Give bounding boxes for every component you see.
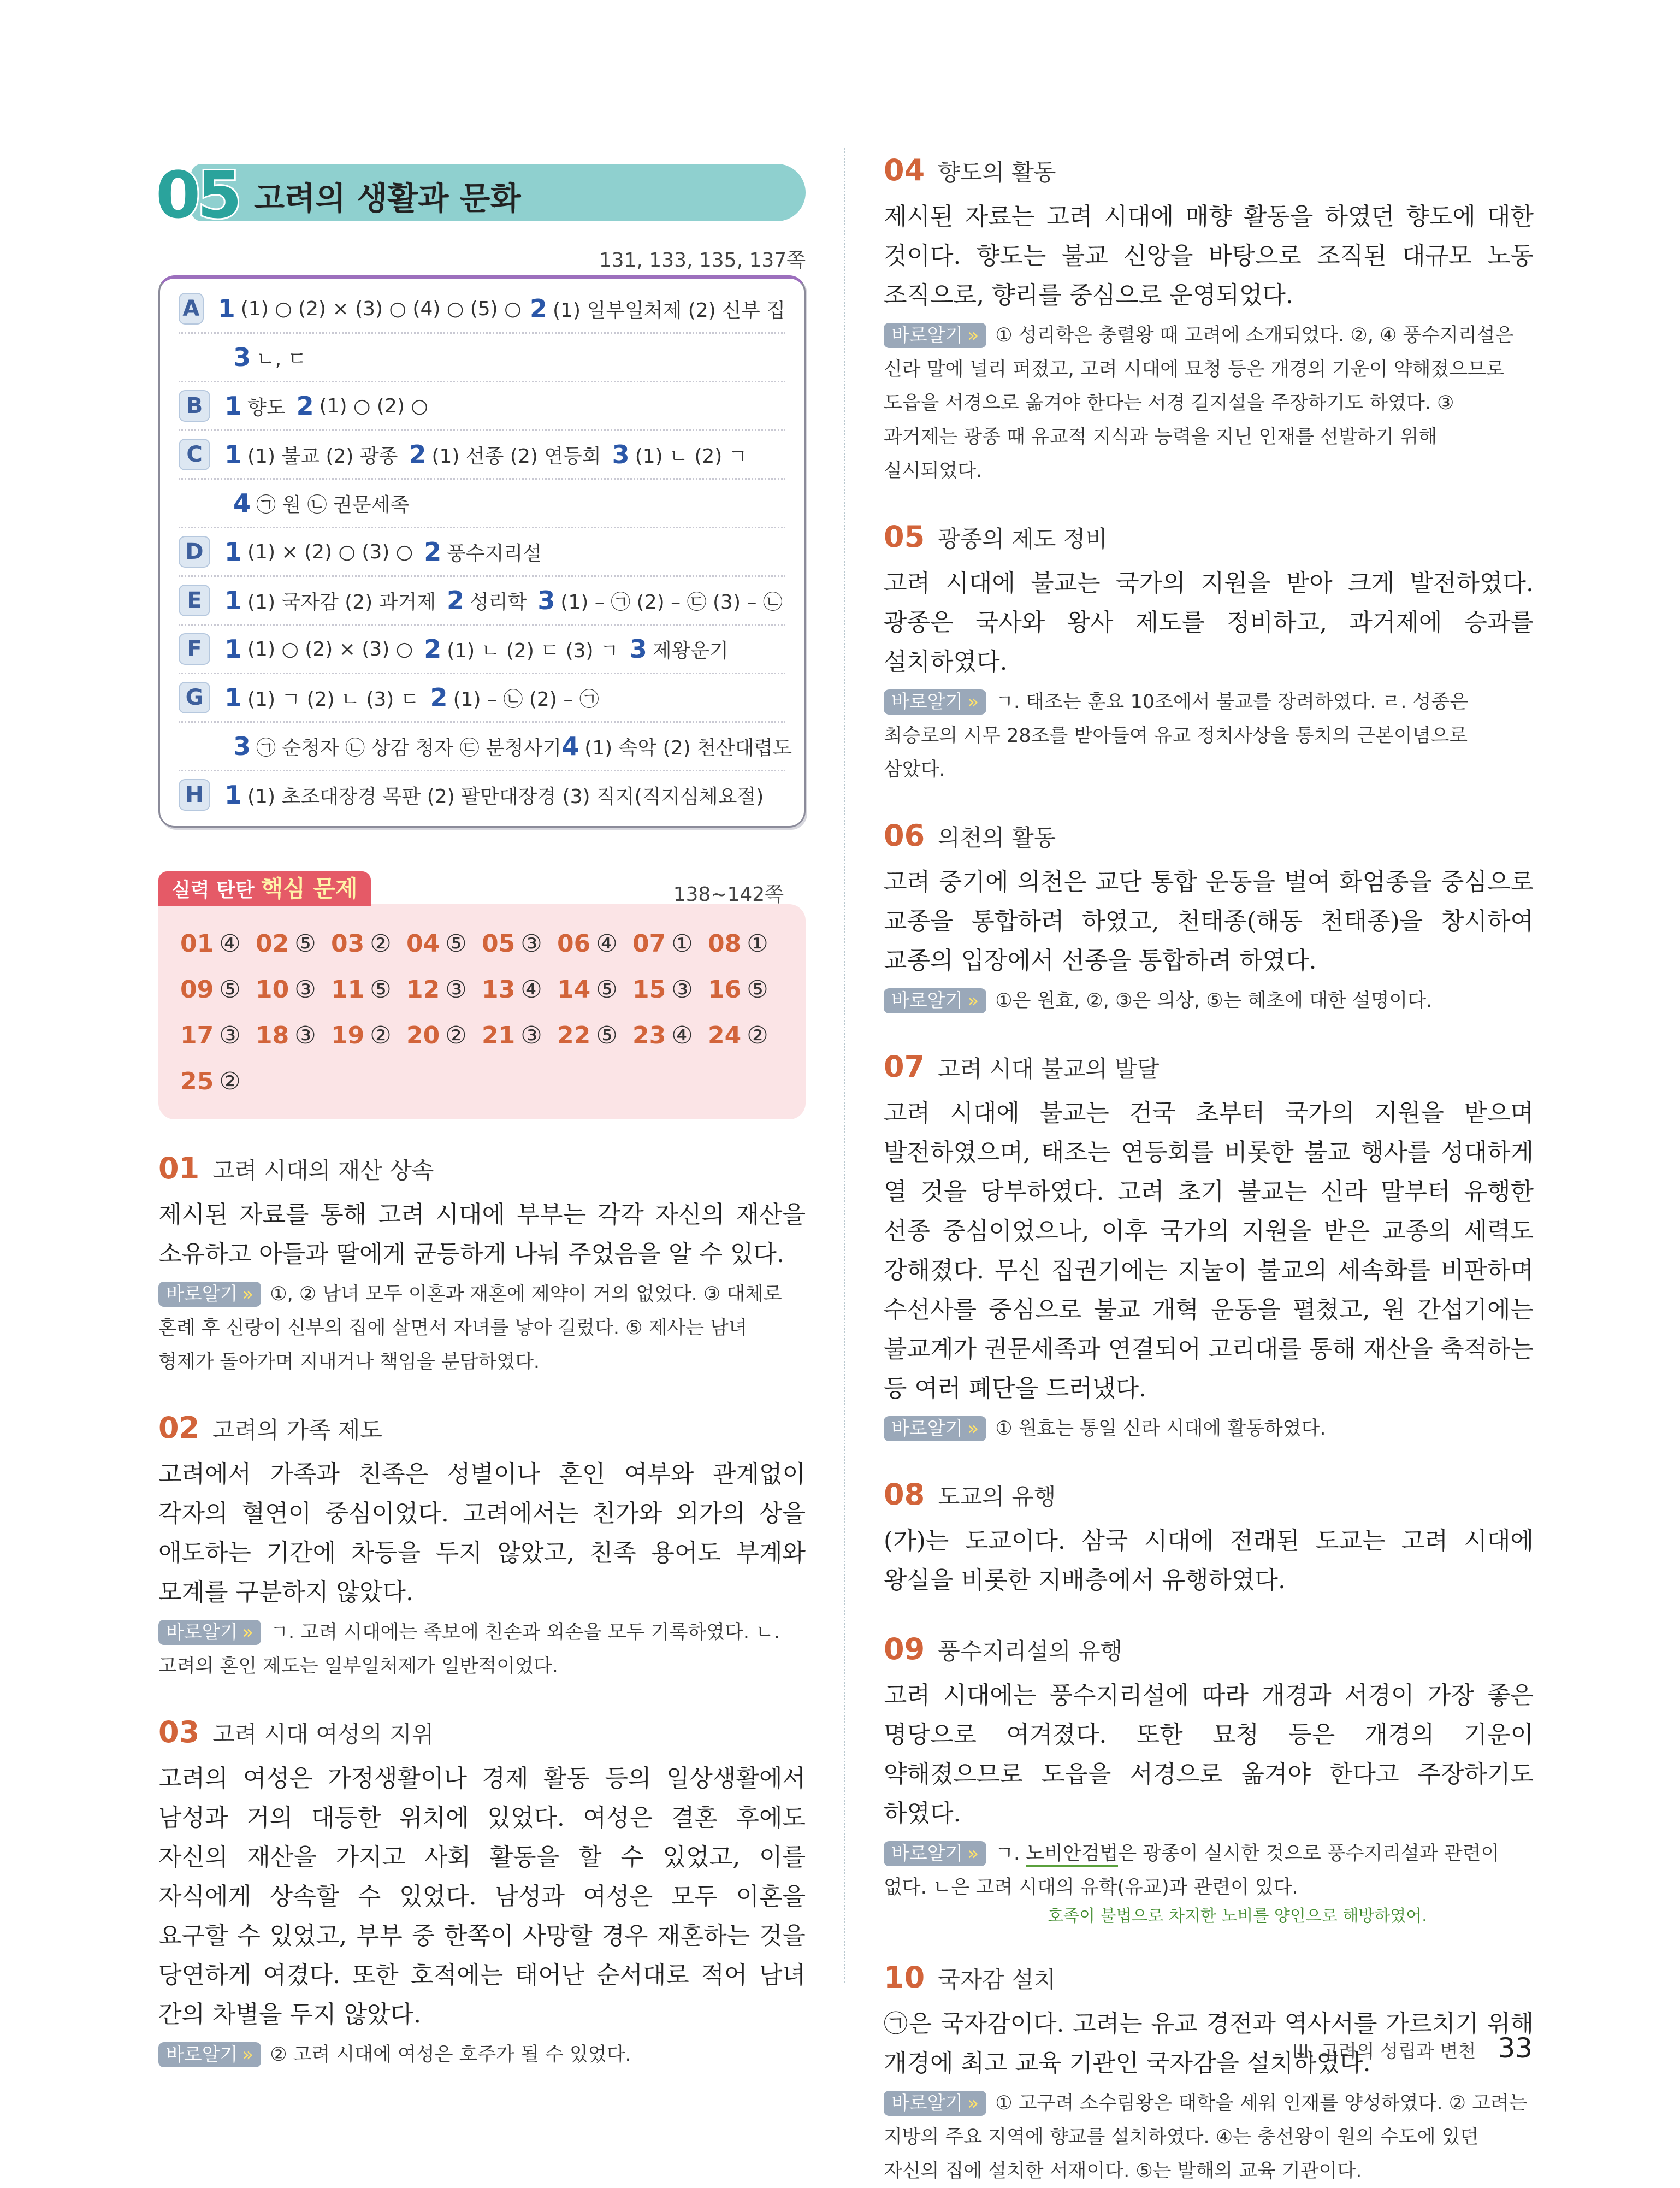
baro-text: ①, ② 남녀 모두 이혼과 재혼에 제약이 거의 없었다. ③ 대체로 혼례 후 신랑이 신부의 집에 살면서 자녀를 낳아 길렀다. ⑤ 제사는 남녀 형제가 돌아가며 지내거나 책임을 분담하였다. [158,1283,782,1373]
answer-item-number: 3 [233,732,251,761]
question-number: 09 [180,975,214,1004]
quiz-answer-row [180,1058,784,1104]
solution-number: 04 [884,153,925,187]
answer-row [179,334,785,382]
answer-item-text: (1) ㄴ (2) ㄷ (3) ㄱ [447,639,619,662]
section-badge: F [179,633,210,665]
answer-item-text: 제왕운기 [652,639,729,662]
answer-row [179,577,785,626]
quiz-answer [180,1022,256,1049]
quiz-answer [708,930,783,958]
answer-item-number: 2 [530,294,548,323]
baro-underlined-term: 노비안검법 [1026,1843,1118,1867]
baro-text: ② 고려 시대에 여성은 호주가 될 수 있었다. [270,2044,631,2066]
baro-note [158,1277,806,1379]
baro-tag [884,323,986,348]
baro-tag-label: 바로알기 [891,325,963,346]
question-number: 02 [256,929,289,958]
question-number: 19 [331,1021,365,1049]
answer-row [179,285,785,334]
question-number: 05 [482,929,516,958]
answer-row [179,431,785,480]
section-badge: G [179,682,210,713]
solution-section [884,1960,1534,2188]
quiz-answer [331,976,406,1004]
solution-body: 제시된 자료를 통해 고려 시대에 부부는 각각 자신의 재산을 소유하고 아들과 딸에게 균등하게 나눠 주었음을 알 수 있다. [158,1201,806,1268]
quiz-answer [482,1022,557,1049]
baro-tag [884,988,986,1013]
baro-note [884,2086,1534,2188]
answer-item-number: 2 [296,391,314,421]
answer-row [179,723,792,771]
quiz-answer [557,976,632,1004]
baro-tag [884,1416,986,1441]
baro-tag-label: 바로알기 [891,691,963,713]
section-badge: C [179,439,210,470]
answer-item-number: 1 [224,634,242,664]
answer-item-text: 향도 [247,396,286,419]
answer-row [179,674,785,723]
baro-note [884,1412,1534,1446]
quiz-answer [180,976,256,1004]
quiz-answer-row [180,966,784,1012]
baro-tag-label: 바로알기 [166,1621,238,1643]
answer-choice: ④ [520,975,542,1004]
solution-title: 고려 시대 여성의 지위 [212,1721,434,1748]
baro-note [884,984,1534,1018]
quiz-answer [482,930,557,958]
question-number: 23 [632,1021,666,1049]
quiz-answer [331,1022,406,1049]
answer-row [179,480,785,528]
answer-choice: ② [445,1021,467,1049]
quiz-answer [256,1022,331,1049]
question-number: 06 [557,929,591,958]
solution-body: (가)는 도교이다. 삼국 시대에 전래된 도교는 고려 시대에 왕실을 비롯한 지배층에서 유행하였다. [884,1527,1534,1594]
answer-item-text: (1) 속악 (2) 천산대렵도 [584,736,792,759]
solution-section [884,520,1534,787]
solution-number: 01 [158,1151,200,1186]
quiz-answer [406,976,482,1004]
section-badge: A [179,293,204,325]
answer-item-text: (1) 불교 (2) 광종 [247,445,398,468]
solution-section [884,1632,1534,1928]
quiz-answer [632,1022,708,1049]
solution-body: 고려 시대에 불교는 건국 초부터 국가의 지원을 받으며 발전하였으며, 태조는 연등회를 비롯한 불교 행사를 성대하게 열 것을 당부하였다. 고려 초기 불교는 신라 말부터 유행한 선종 중심이었으나, 이후 국가의 지원을 받은 교종의 세력도 강해졌다. 무신 집권기에는 지눌이 불교의 세속화를 비판하며 수선사를 중심으로 불교 개혁 운동을 펼쳤고, 원 간섭기에는 불교계가 권문세족과 연결되어 고리대를 통해 재산을 축적하는 등 여러 폐단을 드러냈다. [884,1099,1534,1402]
answer-item-number: 1 [217,294,235,323]
answer-item-text: (1) – ㉠ (2) – ㉢ (3) – ㉡ [560,591,783,614]
answer-item-number: 1 [224,780,242,810]
baro-tag-label: 바로알기 [891,1418,963,1440]
answer-choice: ③ [219,1021,241,1049]
chevron-right-icon: » [967,2092,979,2114]
solution-header [884,818,1534,853]
baro-text: ① 원효는 통일 신라 시대에 활동하였다. [995,1418,1326,1440]
quiz-answer [331,930,406,958]
solution-title: 고려의 가족 제도 [212,1417,382,1443]
baro-text: ① 고구려 소수림왕은 태학을 세워 인재를 양성하였다. ② 고려는 지방의 주요 지역에 향교를 설치하였다. ④는 충선왕이 원의 수도에 있던 자신의 집에 설치한 서재이다. ⑤는 발해의 교육 기관이다. [884,2092,1528,2182]
answer-item-text: (1) ○ (2) × (3) ○ [247,638,413,660]
answer-choice: ① [671,929,693,958]
question-number: 07 [632,929,666,958]
solution-title: 고려 시대 불교의 발달 [938,1055,1160,1082]
baro-tag [884,1841,986,1866]
left-column [156,157,806,2072]
answer-choice: ⑤ [370,975,392,1004]
answer-item-number: 3 [233,343,251,372]
answer-item-text: ㉠ 순청자 ㉡ 상감 청자 ㉢ 분청사기 [256,736,562,759]
question-number: 14 [557,975,591,1004]
chevron-right-icon: » [242,1621,254,1643]
baro-tag [158,1282,261,1307]
answer-choice: ④ [596,929,618,958]
quiz-answer [482,976,557,1004]
answer-choice: ⑤ [219,975,241,1004]
skill-header [158,871,806,904]
solution-title: 국자감 설치 [938,1966,1056,1993]
quiz-answer [557,930,632,958]
solution-header [884,1049,1534,1084]
column-divider [844,148,845,1983]
answer-item-number: 2 [447,586,465,615]
baro-note [158,1615,806,1683]
margin-note: 호족이 불법으로 차지한 노비를 양인으로 해방하였어. [1048,1907,1427,1926]
answer-choice: ② [747,1021,768,1049]
solution-body: 고려에서 가족과 친족은 성별이나 혼인 여부와 관계없이 각자의 혈연이 중심이었다. 고려에서는 친가와 외가의 상을 애도하는 기간에 차등을 두지 않았고, 친족 용어도 부계와 모계를 구분하지 않았다. [158,1460,806,1606]
answer-item-number: 1 [224,586,242,615]
solution-header [158,1715,806,1749]
answer-choice: ③ [520,929,542,958]
baro-tag-label: 바로알기 [166,1283,238,1305]
baro-tag-label: 바로알기 [891,1843,963,1865]
baro-note [884,319,1534,488]
section-badge: D [179,536,210,568]
baro-text: ㄱ. 태조는 훈요 10조에서 불교를 장려하였다. ㄹ. 성종은 최승로의 시무 28조를 받아들여 유교 정치사상을 통치의 근본이념으로 삼았다. [884,691,1469,781]
answer-choice: ⑤ [294,929,316,958]
answer-item-text: 풍수지리설 [447,542,542,565]
question-number: 10 [256,975,289,1004]
solution-number: 08 [884,1477,925,1512]
question-number: 18 [256,1021,289,1049]
solution-number: 07 [884,1049,925,1084]
baro-note [158,2038,806,2072]
question-number: 22 [557,1021,591,1049]
skill-answer-box [158,904,806,1119]
question-number: 08 [708,929,742,958]
quiz-answer [256,976,331,1004]
skill-tab-title: 핵심 문제 [261,875,358,902]
footer-section: III. 고려의 성립과 변천 [1292,2040,1476,2062]
question-number: 21 [482,1021,516,1049]
solution-header [884,153,1534,187]
answer-item-number: 3 [537,586,555,615]
solution-section [158,1151,806,1379]
quiz-answer [708,1022,783,1049]
baro-text: ㄱ. 고려 시대에는 족보에 친손과 외손을 모두 기록하였다. ㄴ. 고려의 혼인 제도는 일부일처제가 일반적이었다. [158,1621,780,1677]
answer-choice: ③ [294,1021,316,1049]
question-number: 17 [180,1021,214,1049]
question-number: 15 [632,975,666,1004]
quiz-answer [632,976,708,1004]
quiz-answer [406,1022,482,1049]
baro-note [884,1837,1534,1904]
solution-section [884,818,1534,1018]
solution-body: 고려의 여성은 가정생활이나 경제 활동 등의 일상생활에서 남성과 거의 대등한 위치에 있었다. 여성은 결혼 후에도 자신의 재산을 가지고 사회 활동을 할 수 있었고, 이를 자식에게 상속할 수 있었다. 남성과 여성은 모두 이혼을 요구할 수 있었고, 부부 중 한쪽이 사망할 경우 재혼하는 것을 당연하게 여겼다. 또한 호적에는 태어난 순서대로 적어 남녀 간의 차별을 두지 않았다. [158,1765,806,2028]
question-number: 16 [708,975,742,1004]
answer-item-number: 2 [424,634,442,664]
answer-item-text: (1) ○ (2) × (3) ○ (4) ○ (5) ○ [240,297,522,320]
answer-choice: ③ [445,975,467,1004]
answer-choice: ④ [219,929,241,958]
chevron-right-icon: » [967,691,979,713]
answer-choice: ④ [671,1021,693,1049]
section-badge: E [179,585,210,616]
question-number: 01 [180,929,214,958]
answer-item-number: 2 [409,440,427,469]
answer-item-number: 1 [224,440,242,469]
right-column [884,153,1534,2188]
chevron-right-icon: » [967,1843,979,1865]
baro-note [884,685,1534,787]
solution-title: 의천의 활동 [938,824,1056,851]
solution-header [884,1960,1534,1995]
page-footer [1292,2032,1533,2064]
skill-tab [158,871,371,906]
solution-number: 09 [884,1632,925,1666]
solution-header [884,520,1534,554]
baro-tag [884,689,986,715]
question-number: 20 [406,1021,440,1049]
solution-body: 고려 시대에는 풍수지리설에 따라 개경과 서경이 가장 좋은 명당으로 여겨졌다. 또한 묘청 등은 개경의 기운이 약해졌으므로 도읍을 서경으로 옮겨야 한다고 주장하기도 하였다. [884,1682,1534,1827]
solution-body: 고려 중기에 의천은 교단 통합 운동을 벌여 화엄종을 중심으로 교종을 통합하려 하였고, 천태종(해동 천태종)을 창시하여 교종의 입장에서 선종을 통합하려 하였다. [884,868,1534,975]
section-badge: H [179,779,210,811]
answer-item-text: 성리학 [470,591,527,614]
answer-item-number: 1 [224,391,242,421]
solution-title: 광종의 제도 정비 [938,526,1108,552]
solution-title: 향도의 활동 [938,159,1056,186]
answer-item-text: (1) 초조대장경 목판 (2) 팔만대장경 (3) 직지(직지심체요절) [247,785,764,808]
solution-number: 03 [158,1715,200,1749]
quiz-answer-row [180,921,784,966]
baro-tag-label: 바로알기 [166,2044,238,2066]
solution-section [884,153,1534,488]
chapter-title: 고려의 생활과 문화 [254,180,521,217]
quiz-answer [256,930,331,958]
baro-text: ①은 원효, ②, ③은 의상, ⑤는 혜초에 대한 설명이다. [995,990,1433,1012]
question-number: 24 [708,1021,742,1049]
answer-choice: ⑤ [747,975,768,1004]
answer-item-number: 4 [561,732,579,761]
answer-choice: ⑤ [445,929,467,958]
quiz-answer [557,1022,632,1049]
solution-section [158,1715,806,2072]
answer-item-text: (1) ㄱ (2) ㄴ (3) ㄷ [247,688,419,711]
answer-summary-box [158,275,806,828]
answer-choice: ③ [294,975,316,1004]
quiz-answer [632,930,708,958]
answer-pages-ref: 131, 133, 135, 137쪽 [599,249,806,272]
baro-text: ㄱ. [995,1843,1026,1865]
answer-choice: ⑤ [596,975,618,1004]
baro-text: ① 성리학은 충렬왕 때 고려에 소개되었다. ②, ④ 풍수지리설은 신라 말에 널리 퍼졌고, 고려 시대에 묘청 등은 개경의 기운이 약해졌으므로 도읍을 서경으로 옮겨야 한다는 서경 길지설을 주장하기도 하였다. ③ 과거제는 광종 때 유교적 지식과 능력을 지닌 인재를 선발하기 위해 실시되었다. [884,325,1514,482]
solution-header [884,1632,1534,1666]
solutions-left [158,1151,806,2072]
question-number: 13 [482,975,516,1004]
answer-item-text: ㉠ 원 ㉡ 권문세족 [256,493,410,516]
solution-number: 10 [884,1960,925,1995]
answer-row [179,382,785,431]
answer-item-number: 1 [224,683,242,712]
answer-row [179,771,785,818]
answer-choice: ③ [671,975,693,1004]
chapter-header [156,157,806,233]
solution-title: 도교의 유행 [938,1483,1056,1510]
question-number: 25 [180,1067,214,1095]
solution-title: 고려 시대의 재산 상속 [212,1157,434,1184]
solution-header [884,1477,1534,1512]
answer-item-text: (1) – ㉡ (2) – ㉠ [453,688,599,711]
chevron-right-icon: » [242,2044,254,2066]
question-number: 11 [331,975,365,1004]
answer-choice: ⑤ [596,1021,618,1049]
baro-tag-label: 바로알기 [891,2092,963,2114]
solution-body: ㉠은 국자감이다. 고려는 유교 경전과 역사서를 가르치기 위해 개경에 최고 교육 기관인 국자감을 설치하였다. [884,2010,1534,2077]
chapter-number: 05 [156,157,239,233]
answer-item-number: 2 [424,537,442,567]
baro-text: 은 광종이 실시한 것으로 풍수지리설과 관련이 없다. ㄴ은 고려 시대의 유학(유교)과 관련이 있다. [884,1843,1500,1898]
answer-item-text: (1) × (2) ○ (3) ○ [247,540,413,563]
solution-header [158,1411,806,1445]
chevron-right-icon: » [242,1283,254,1305]
answer-item-text: (1) 일부일처제 (2) 신부 집 [553,299,785,322]
baro-tag [158,2042,261,2067]
solution-title: 풍수지리설의 유행 [938,1638,1123,1665]
skill-pages-ref: 138~142쪽 [673,883,784,906]
section-badge: B [179,390,210,422]
page-number: 33 [1498,2032,1533,2064]
solution-section [158,1411,806,1683]
quiz-answer-row [180,1012,784,1058]
answer-item-number: 2 [430,683,448,712]
solution-number: 06 [884,818,925,853]
chevron-right-icon: » [967,1418,979,1440]
answer-item-number: 1 [224,537,242,567]
solution-number: 05 [884,520,925,554]
answer-item-text: (1) ○ (2) ○ [319,394,428,417]
quiz-answer [406,930,482,958]
solution-header [158,1151,806,1186]
solution-section [884,1049,1534,1446]
answer-item-number: 4 [233,488,251,518]
answer-row [179,626,785,674]
answer-item-text: (1) 국자감 (2) 과거제 [247,591,436,614]
baro-tag-label: 바로알기 [891,990,963,1012]
answer-choice: ① [747,929,768,958]
baro-tag [158,1620,261,1645]
answer-item-text: ㄴ, ㄷ [256,347,307,370]
answer-choice: ② [370,929,392,958]
solution-body: 제시된 자료는 고려 시대에 매향 활동을 하였던 향도에 대한 것이다. 향도는 불교 신앙을 바탕으로 조직된 대규모 노동 조직으로, 향리를 중심으로 운영되었다. [884,203,1534,309]
solution-section [884,1477,1534,1600]
answer-item-text: (1) ㄴ (2) ㄱ [635,445,748,468]
quiz-answer [708,976,783,1004]
baro-tag [884,2091,986,2116]
solution-body: 고려 시대에 불교는 국가의 지원을 받아 크게 발전하였다. 광종은 국사와 왕사 제도를 정비하고, 과거제에 승과를 설치하였다. [884,569,1534,676]
skill-tab-label: 실력 탄탄 [171,879,255,901]
quiz-answer [180,1068,256,1095]
quiz-answer [180,930,256,958]
solutions-right [884,153,1534,2188]
question-number: 03 [331,929,365,958]
chevron-right-icon: » [967,990,979,1012]
answer-item-number: 3 [612,440,630,469]
answer-choice: ② [219,1067,241,1095]
question-number: 12 [406,975,440,1004]
answer-item-number: 3 [629,634,647,664]
answer-item-text: (1) 선종 (2) 연등회 [431,445,601,468]
solution-number: 02 [158,1411,200,1445]
question-number: 04 [406,929,440,958]
answer-choice: ③ [520,1021,542,1049]
chevron-right-icon: » [967,325,979,346]
answer-row [179,528,785,577]
answer-choice: ② [370,1021,392,1049]
